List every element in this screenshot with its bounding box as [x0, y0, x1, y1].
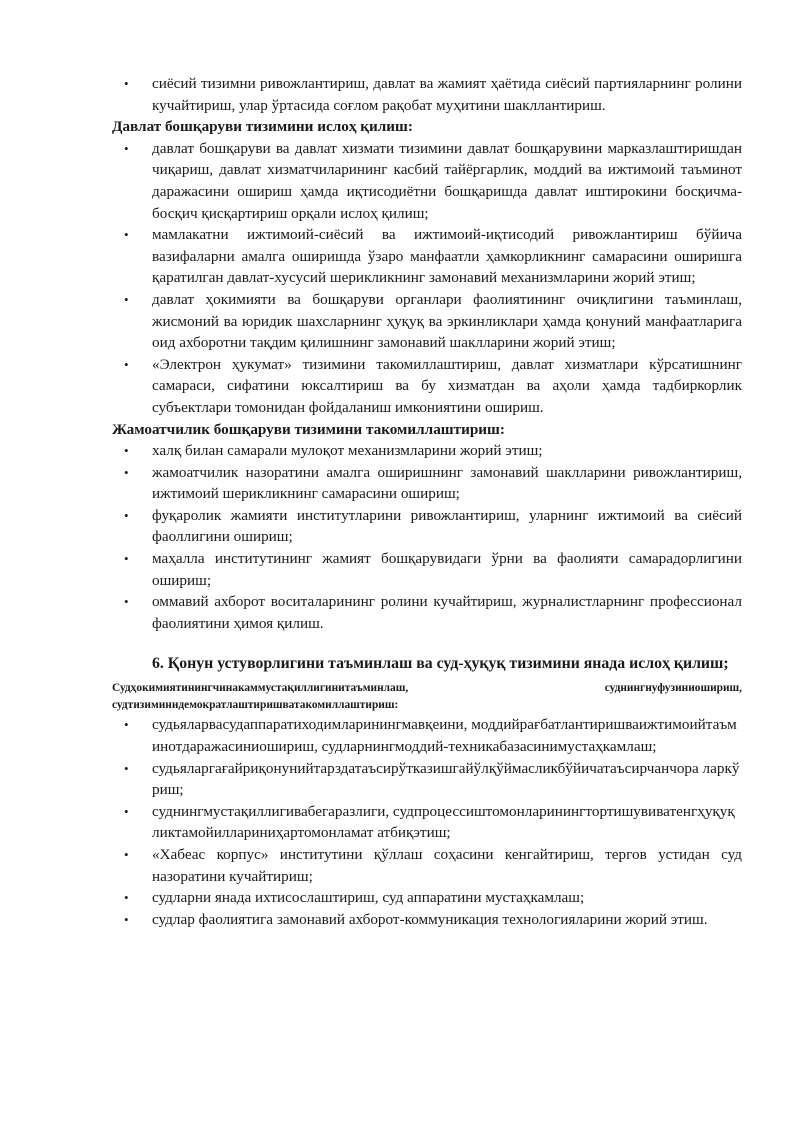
- list-item: • давлат бошқаруви ва давлат хизмати тизимини давлат бошқарувини марказлаштиришдан чиқариш, давлат хизматчиларининг касбий тайёргарлик, моддий ва ижтимоий таъминот даражасини ошириш ҳамда иқтисодиётни бошқаришда давлат иштирокини босқичма-босқич қисқартириш орқали ислоҳ қилиш;: [124, 139, 742, 222]
- subtitle-line2: судтизиминидемократлаштиришватакомиллаштириш:: [112, 699, 399, 712]
- section-heading: Давлат бошқаруви тизимини ислоҳ қилиш:: [112, 118, 413, 136]
- list-item: • оммавий ахборот воситаларининг ролини кучайтириш, журналистларнинг профессионал фаолиятини ҳимоя қилиш.: [124, 593, 742, 632]
- list-item: • мамлакатни ижтимоий-сиёсий ва ижтимоий-иқтисодий ривожлантириш бўйича вазифаларни амалга оширишда ўзаро манфаатли ҳамкорликнинг самарасини оширишга қаратилган давлат-хусусий шерикликнинг замонавий механизмларини жорий этиш;: [124, 226, 742, 287]
- bullet-icon: •: [124, 803, 129, 819]
- list-item: • судларни янада ихтисослаштириш, суд аппаратини мустаҳкамлаш;: [116, 887, 742, 909]
- subtitle-right: суднингнуфузиниошириш,: [604, 682, 742, 695]
- bullet-icon: •: [124, 356, 129, 372]
- subtitle-left: Судҳокимиятинингчинакаммустақиллигинитаъминлаш,: [112, 682, 409, 695]
- bullet-icon: •: [124, 464, 129, 480]
- bullet-icon: •: [124, 847, 129, 862]
- bullet-icon: •: [124, 551, 129, 567]
- bullet-icon: •: [124, 443, 129, 459]
- subtitle-row: [112, 680, 742, 697]
- bullet-icon: •: [124, 911, 129, 927]
- bullet-list-state-administration: [116, 138, 742, 419]
- bullet-icon: •: [124, 594, 129, 610]
- bullet-icon: •: [124, 717, 129, 733]
- list-item: • суднингмустақиллигивабегаразлиги, судпроцессиштомонларинингтортишувиватенгҳуқуқликтамойиллариниҳартомонламат атбиқэтиш;: [124, 802, 735, 842]
- list-item: • халқ билан самарали мулоқот механизмларини жорий этиш;: [116, 440, 742, 462]
- bullet-icon: •: [124, 227, 129, 243]
- list-item: • судьяларвасудаппаратиходимларинингмавқеини, моддийрағбатлантиришваижтимоийтаъминотдаражасиниошириш, судларнингмоддий-техникабазасинимустаҳкамлаш;: [124, 716, 737, 756]
- section-title: 6. Қонун устуворлигини таъминлаш ва суд-ҳуқуқ тизимини янада ислоҳ қилиш;: [152, 655, 729, 673]
- bullet-list-public-administration: [116, 440, 742, 634]
- list-item: • маҳалла институтининг жамият бошқарувидаги ўрни ва фаолияти самарадорлигини ошириш;: [124, 550, 742, 589]
- bullet-list-political: [116, 73, 742, 116]
- list-item: • фуқаролик жамияти институтларини ривожлантириш, уларнинг ижтимоий ва сиёсий фаоллигини ошириш;: [124, 506, 742, 546]
- bullet-icon: •: [124, 140, 129, 156]
- list-item: • сиёсий тизимни ривожлантириш, давлат ва жамият ҳаётида сиёсий партияларнинг ролини кучайтириш, улар ўртасида соғлом рақобат муҳитини шакллантириш.: [124, 75, 742, 114]
- bullet-icon: •: [124, 507, 129, 523]
- list-item: • «Хабеас корпус» институтини қўллаш соҳасини кенгайтириш, тергов устидан суд назоратини кучайтириш;: [124, 846, 742, 885]
- list-item: • судьяларгағайриқонунийтарздатаъсирўтказишгайўлқўймасликбўйичатаъсирчанчора ларкўриш;: [124, 759, 740, 799]
- list-item: • «Электрон ҳукумат» тизимини такомиллаштириш, давлат хизматлари кўрсатишнинг самараси, сифатини юксалтириш ва бу хизматдан ва аҳоли ҳамда тадбиркорлик субъектлари томонидан фойдаланиш имкониятини ошириш.: [124, 355, 742, 416]
- bullet-icon: •: [124, 760, 129, 776]
- section-subtitle: [112, 680, 742, 714]
- bullet-icon: •: [124, 76, 129, 91]
- list-item: • жамоатчилик назоратини амалга оширишнинг замонавий шаклларини ривожлантириш, ижтимоий шерикликнинг самарасини ошириш;: [124, 463, 742, 503]
- list-item: • давлат ҳокимияти ва бошқаруви органлари фаолиятининг очиқлигини таъминлаш, жисмоний ва юридик шахсларнинг ҳуқуқ ва эркинликлари ҳамда қонуний манфаатларига оид ахборотни тақдим қилишнинг замонавий шаклларини жорий этиш;: [124, 290, 742, 352]
- bullet-icon: •: [124, 291, 129, 307]
- list-item: • судлар фаолиятига замонавий ахборот-коммуникация технологияларини жорий этиш.: [116, 909, 742, 931]
- bullet-list-judicial: [116, 714, 742, 930]
- section-heading: Жамоатчилик бошқаруви тизимини такомиллаштириш:: [112, 420, 505, 438]
- bullet-icon: •: [124, 890, 129, 906]
